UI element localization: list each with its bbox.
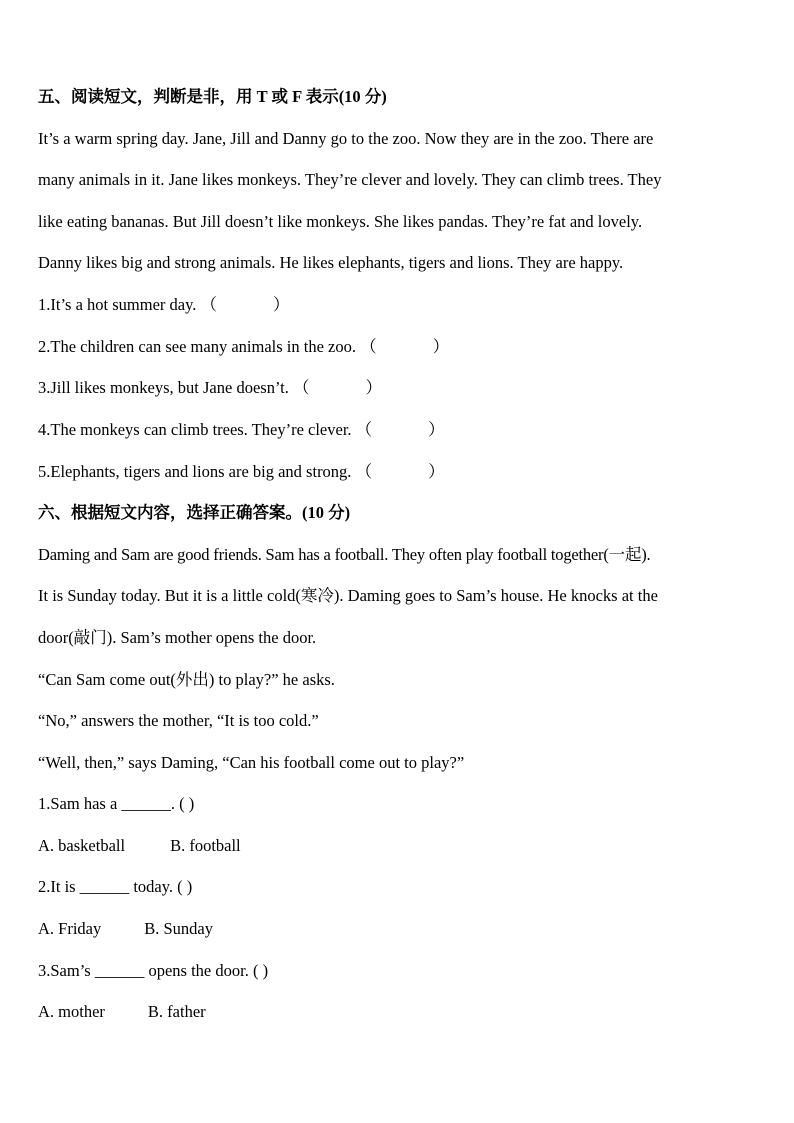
section6-passage-line: door(敲门). Sam’s mother opens the door. — [38, 628, 317, 647]
answer-paren-close: ） — [365, 378, 382, 397]
option-b[interactable]: B. Sunday — [144, 919, 214, 938]
section5-heading — [38, 87, 387, 107]
answer-paren-close: ） — [428, 420, 445, 439]
section5-heading-f: F — [292, 87, 302, 106]
section6-passage-line: Daming and Sam are good friends. Sam has a football. They often play football together(一起). — [38, 545, 651, 564]
tf-question-text: 3.Jill likes monkeys, but Jane doesn’t. — [38, 378, 289, 397]
tf-question-4 — [38, 420, 445, 440]
option-a[interactable]: A. Friday — [38, 919, 102, 938]
answer-paren-close: ） — [432, 337, 450, 356]
mc-question-1-options — [38, 836, 241, 856]
answer-paren-open: （ — [200, 295, 218, 314]
tf-question-text: 5.Elephants, tigers and lions are big and strong. — [38, 462, 352, 481]
section6-heading: 六、根据短文内容，选择正确答案。(10 分) — [38, 503, 351, 522]
tf-question-5 — [38, 462, 445, 482]
mc-question-2-options — [38, 919, 213, 939]
section6-passage-line: “Well, then,” says Daming, “Can his football come out to play?” — [38, 753, 465, 772]
section5-heading-suffix: 表示(10 分) — [305, 87, 387, 106]
tf-question-text: 4.The monkeys can climb trees. They’re clever. — [38, 420, 352, 439]
option-a[interactable]: A. basketball — [38, 836, 126, 855]
section5-passage-line: Danny likes big and strong animals. He likes elephants, tigers and lions. They are happy. — [38, 253, 624, 272]
section5-heading-t: T — [256, 87, 268, 106]
answer-paren-close: ） — [428, 462, 445, 481]
tf-question-3 — [38, 378, 382, 398]
tf-question-text: 1.It’s a hot summer day. — [38, 295, 197, 314]
section5-heading-or: 或 — [271, 87, 288, 106]
section6-passage-line: “Can Sam come out(外出) to play?” he asks. — [38, 670, 335, 689]
tf-question-1 — [38, 295, 290, 315]
mc-question-2-stem: 2.It is ______ today. ( ) — [38, 877, 193, 896]
mc-question-3-options — [38, 1002, 206, 1022]
section5-passage-line: like eating bananas. But Jill doesn’t like monkeys. She likes pandas. They’re fat and lovely. — [38, 212, 643, 231]
section5-passage-line: many animals in it. Jane likes monkeys. They’re clever and lovely. They can climb trees. They — [38, 170, 662, 189]
answer-paren-open: （ — [355, 462, 373, 481]
option-a[interactable]: A. mother — [38, 1002, 105, 1021]
section6-passage-line: “No,” answers the mother, “It is too cold.” — [38, 711, 319, 730]
tf-question-2 — [38, 337, 449, 357]
section5-heading-prefix: 五、阅读短文，判断是非，用 — [38, 87, 253, 106]
answer-paren-open: （ — [355, 420, 373, 439]
section5-passage-line: It’s a warm spring day. Jane, Jill and Danny go to the zoo. Now they are in the zoo. There are — [38, 129, 654, 148]
option-b[interactable]: B. father — [147, 1002, 206, 1021]
mc-question-1-stem: 1.Sam has a ______. ( ) — [38, 794, 195, 813]
option-b[interactable]: B. football — [170, 836, 241, 855]
answer-paren-open: （ — [360, 337, 377, 356]
section6-passage-line: It is Sunday today. But it is a little cold(寒冷). Daming goes to Sam’s house. He knocks at the — [38, 586, 658, 605]
tf-question-text: 2.The children can see many animals in the zoo. — [38, 337, 356, 356]
answer-paren-close: ） — [273, 295, 290, 314]
mc-question-3-stem: 3.Sam’s ______ opens the door. ( ) — [38, 961, 269, 980]
answer-paren-open: （ — [292, 378, 310, 397]
